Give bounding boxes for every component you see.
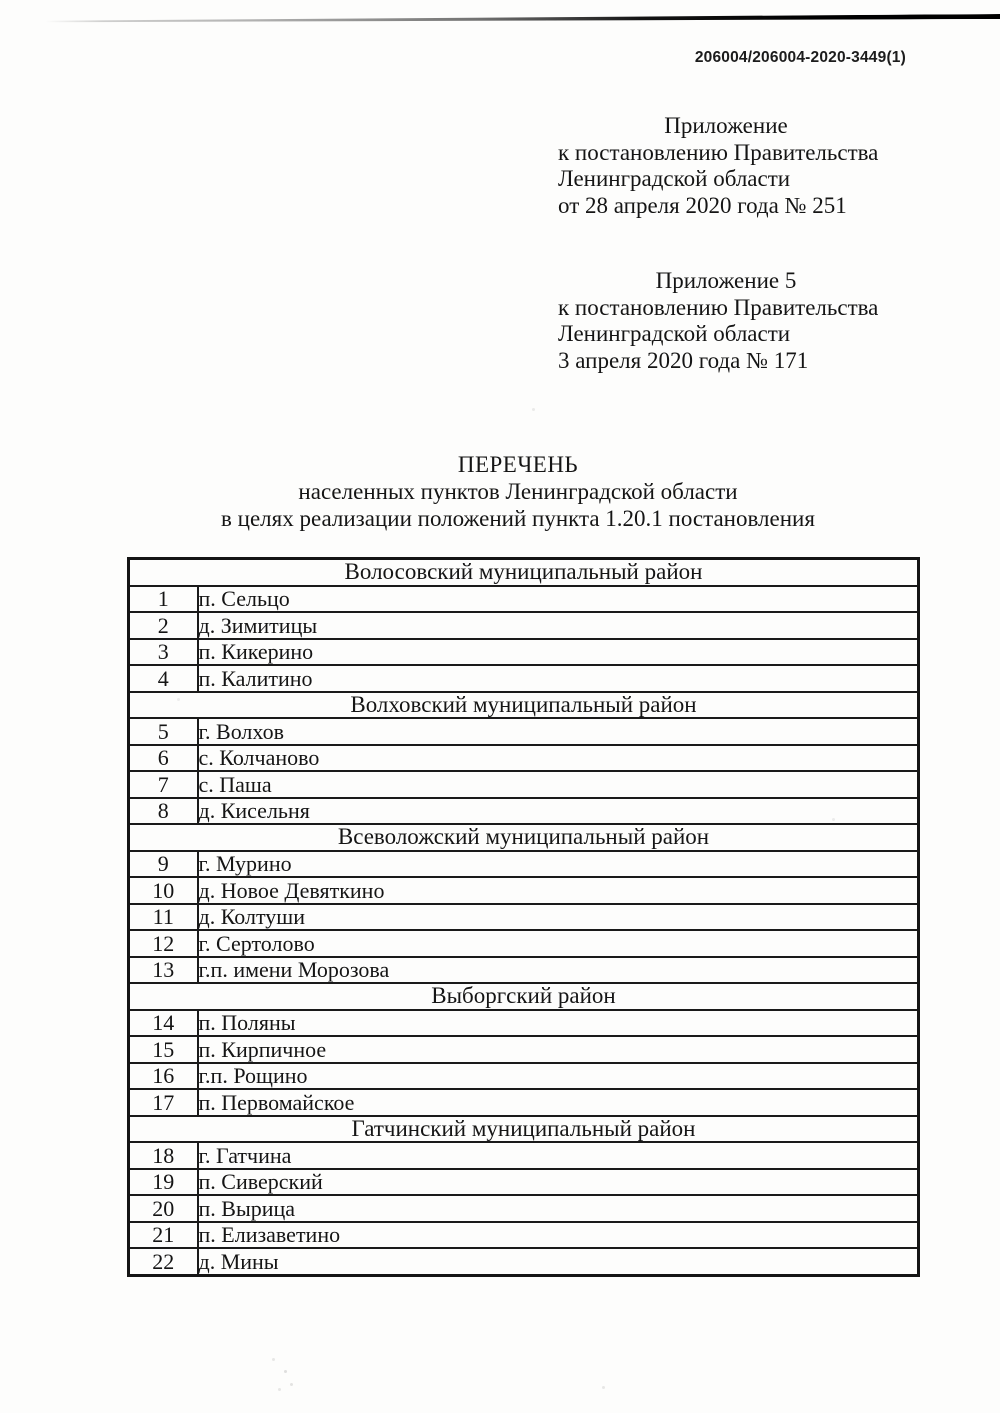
settlement-number: 14	[129, 1010, 198, 1037]
settlement-name: д. Кисельня	[198, 798, 919, 825]
settlement-number: 21	[129, 1222, 198, 1249]
settlement-name: п. Поляны	[198, 1010, 919, 1037]
settlement-number: 22	[129, 1248, 198, 1275]
settlement-row	[129, 798, 919, 825]
settlement-row	[129, 586, 919, 613]
settlement-name: г. Гатчина	[198, 1142, 919, 1169]
settlement-name: п. Елизаветино	[198, 1222, 919, 1249]
settlement-name: г. Сертолово	[198, 930, 919, 957]
settlement-row	[129, 771, 919, 798]
district-header: Выборгский район	[129, 983, 919, 1010]
settlement-name: п. Первомайское	[198, 1089, 919, 1116]
settlement-name: д. Новое Девяткино	[198, 877, 919, 904]
settlement-name: д. Зимитицы	[198, 612, 919, 639]
settlement-row	[129, 718, 919, 745]
settlement-number: 12	[129, 930, 198, 957]
document-reference-number: 206004/206004-2020-3449(1)	[694, 49, 906, 66]
settlement-name: г.п. имени Морозова	[198, 957, 919, 984]
settlements-table	[127, 557, 920, 1277]
settlement-number: 8	[129, 798, 198, 825]
settlement-number: 19	[129, 1169, 198, 1196]
settlement-name: п. Вырица	[198, 1195, 919, 1222]
settlement-name: г. Волхов	[198, 718, 919, 745]
settlement-number: 4	[129, 665, 198, 692]
settlement-name: п. Кирпичное	[198, 1036, 919, 1063]
appendix-heading: Приложение	[664, 113, 788, 138]
district-header: Волховский муниципальный район	[129, 692, 919, 719]
settlement-row	[129, 1036, 919, 1063]
district-header: Волосовский муниципальный район	[129, 559, 919, 586]
title-main: ПЕРЕЧЕНЬ	[457, 452, 579, 477]
district-header-row	[129, 1116, 919, 1143]
settlement-row	[129, 877, 919, 904]
settlement-name: п. Сиверский	[198, 1169, 919, 1196]
appendix-line: Ленинградской области	[558, 166, 791, 191]
settlement-name: п. Сельцо	[198, 586, 919, 613]
settlement-row	[129, 612, 919, 639]
district-header-row	[129, 983, 919, 1010]
settlement-row	[129, 957, 919, 984]
appendix-line: к постановлению Правительства	[558, 294, 879, 320]
settlement-number: 6	[129, 745, 198, 772]
settlement-row	[129, 930, 919, 957]
appendix-block-171	[558, 268, 894, 374]
settlement-number: 18	[129, 1142, 198, 1169]
district-header-row	[129, 559, 919, 586]
appendix-line: Ленинградской области	[558, 321, 791, 346]
appendix-line: к постановлению Правительства	[558, 139, 879, 165]
settlement-number: 17	[129, 1089, 198, 1116]
settlement-name: п. Калитино	[198, 665, 919, 692]
scan-noise	[272, 1358, 275, 1361]
document-title	[0, 451, 1000, 532]
district-header: Всеволожский муниципальный район	[129, 824, 919, 851]
settlement-name: д. Мины	[198, 1248, 919, 1275]
settlement-name: г. Мурино	[198, 851, 919, 878]
settlement-number: 5	[129, 718, 198, 745]
settlement-number: 13	[129, 957, 198, 984]
settlement-row	[129, 1089, 919, 1116]
settlement-row	[129, 851, 919, 878]
settlement-number: 9	[129, 851, 198, 878]
scanner-edge-artifact	[45, 14, 1000, 24]
title-subtitle-line: населенных пунктов Ленинградской области	[298, 479, 738, 504]
district-header-row	[129, 692, 919, 719]
settlement-row	[129, 1195, 919, 1222]
settlement-row	[129, 1248, 919, 1275]
settlement-name: с. Паша	[198, 771, 919, 798]
settlement-row	[129, 665, 919, 692]
appendix-heading: Приложение 5	[655, 268, 797, 293]
settlement-number: 16	[129, 1063, 198, 1090]
settlement-row	[129, 1010, 919, 1037]
district-header-row	[129, 824, 919, 851]
settlement-number: 15	[129, 1036, 198, 1063]
appendix-block-251	[558, 113, 894, 219]
settlement-number: 3	[129, 639, 198, 666]
settlement-name: д. Колтуши	[198, 904, 919, 931]
settlement-name: с. Колчаново	[198, 745, 919, 772]
settlement-row	[129, 1222, 919, 1249]
settlement-row	[129, 1169, 919, 1196]
settlement-row	[129, 745, 919, 772]
settlement-row	[129, 1142, 919, 1169]
settlement-number: 1	[129, 586, 198, 613]
settlement-row	[129, 904, 919, 931]
settlement-number: 10	[129, 877, 198, 904]
district-header: Гатчинский муниципальный район	[129, 1116, 919, 1143]
settlement-number: 7	[129, 771, 198, 798]
appendix-line: от 28 апреля 2020 года № 251	[558, 192, 847, 218]
settlement-row	[129, 639, 919, 666]
settlement-number: 20	[129, 1195, 198, 1222]
settlement-number: 2	[129, 612, 198, 639]
settlement-row	[129, 1063, 919, 1090]
title-subtitle-line: в целях реализации положений пункта 1.20.1 постановления	[221, 506, 815, 531]
settlement-number: 11	[129, 904, 198, 931]
appendix-line: 3 апреля 2020 года № 171	[558, 347, 809, 373]
settlement-name: г.п. Рощино	[198, 1063, 919, 1090]
settlement-name: п. Кикерино	[198, 639, 919, 666]
